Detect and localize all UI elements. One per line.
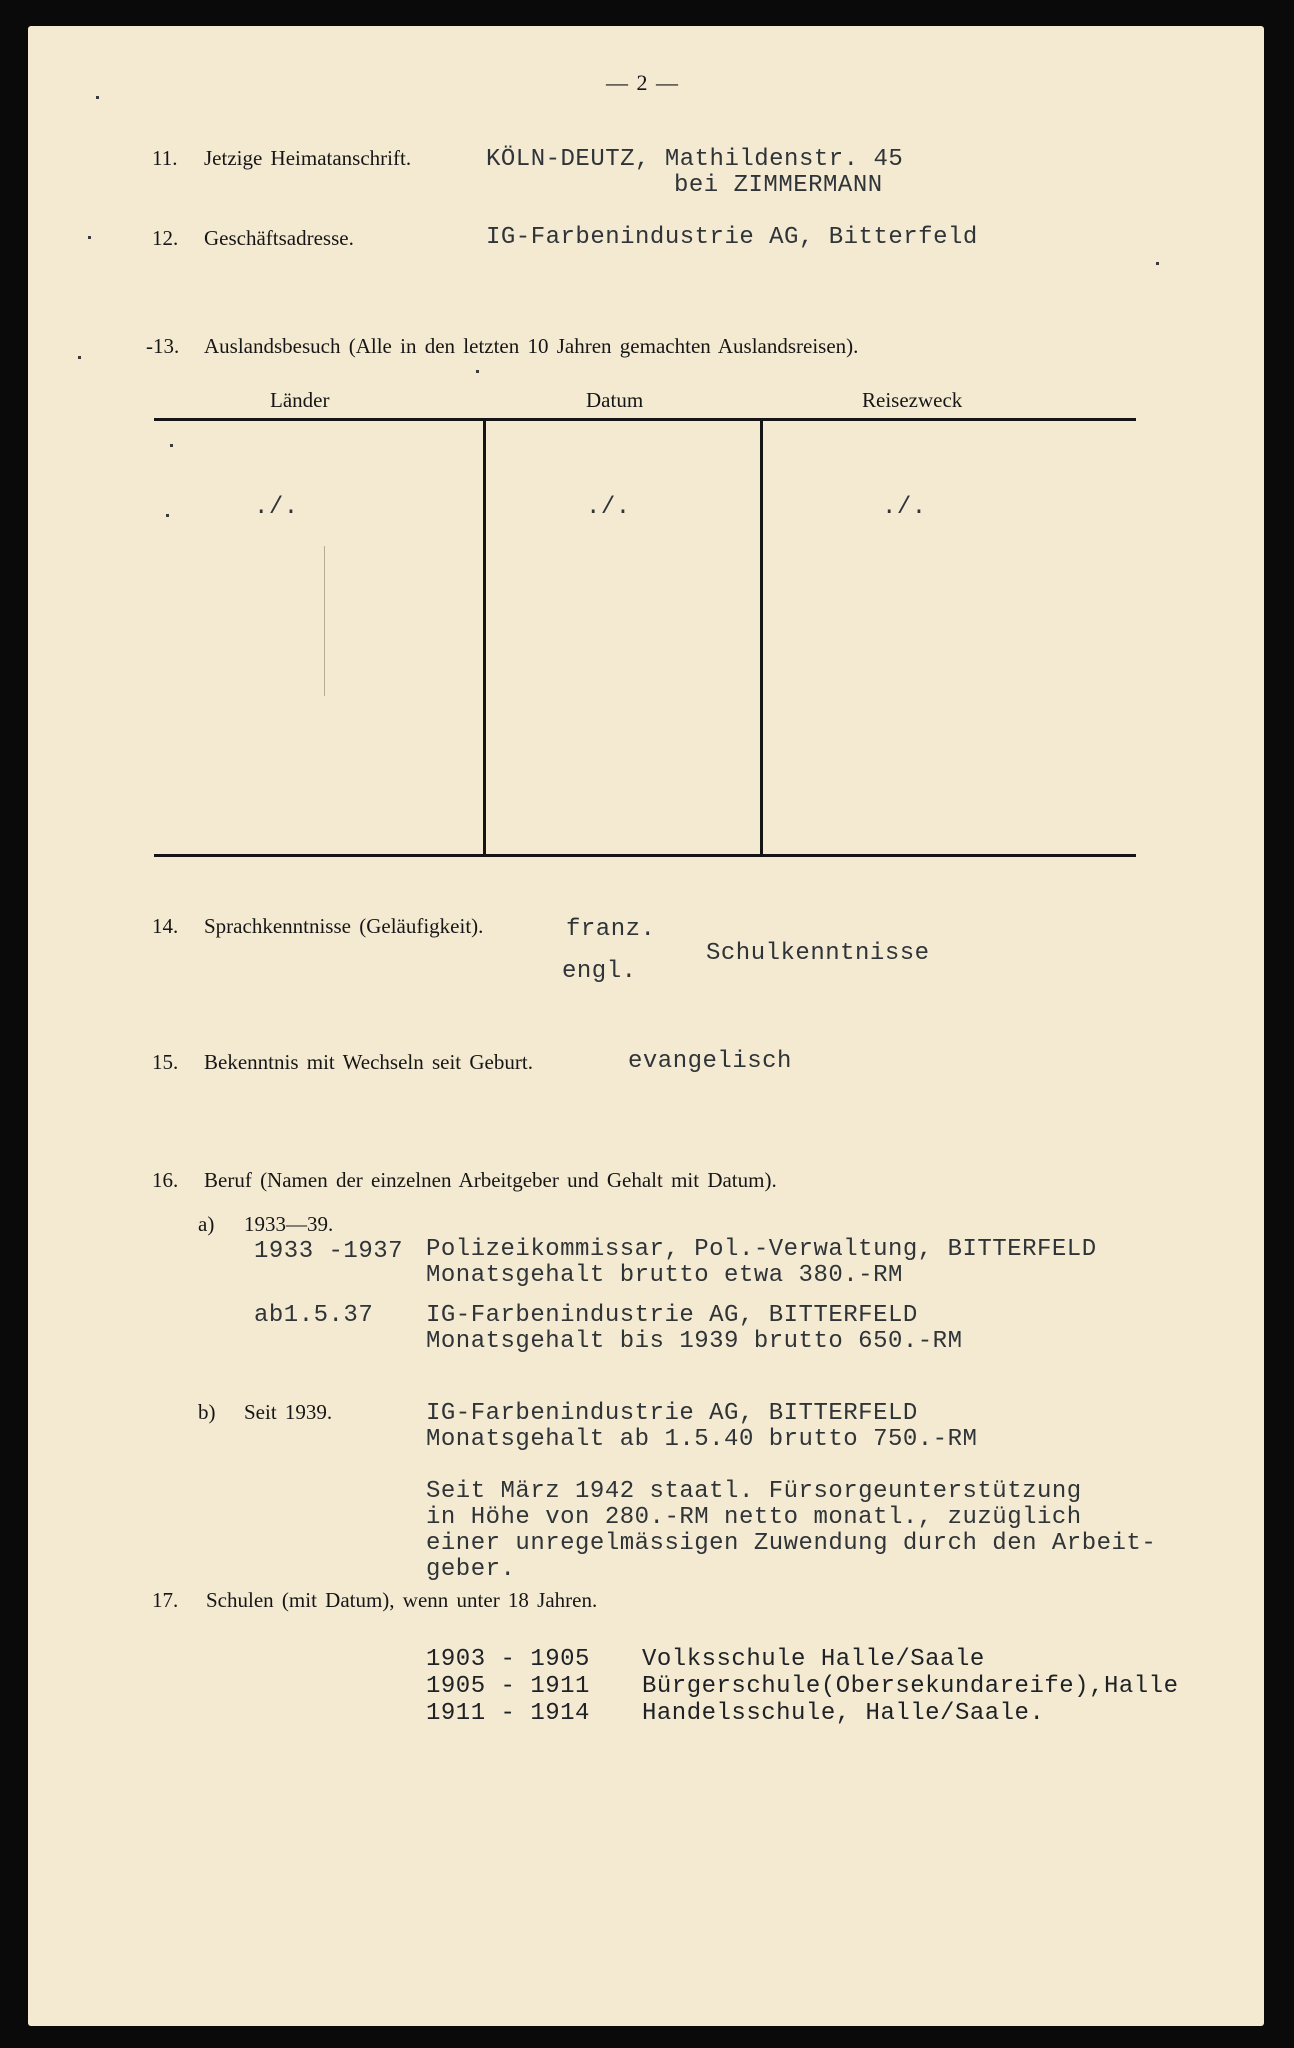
- welfare-note-line: geber.: [426, 1556, 516, 1583]
- section-a-label: a): [198, 1212, 215, 1236]
- column-header-reisezweck: Reisezweck: [862, 388, 963, 412]
- school-years: 1905 - 1911: [426, 1673, 590, 1700]
- paper-speck: [78, 356, 81, 359]
- welfare-note-line: in Höhe von 280.-RM netto monatl., zuzüglich: [426, 1504, 1082, 1531]
- paper-speck: [1156, 262, 1159, 265]
- item16-label: Beruf (Namen der einzelnen Arbeitgeber und Gehalt mit Datum).: [204, 1168, 777, 1192]
- language-english: engl.: [562, 958, 637, 985]
- item11-number: 11.: [152, 146, 178, 170]
- faint-pencil-line: [324, 546, 325, 696]
- table-top-rule: [154, 418, 1136, 421]
- item17-label: Schulen (mit Datum), wenn unter 18 Jahren.: [206, 1588, 598, 1612]
- employment-salary: Monatsgehalt bis 1939 brutto 650.-RM: [426, 1328, 963, 1355]
- paper-speck: [96, 96, 99, 99]
- item11-care-of: bei ZIMMERMANN: [674, 172, 883, 199]
- cell-laender: ./.: [254, 494, 299, 521]
- item13-label: Auslandsbesuch (Alle in den letzten 10 Jahren gemachten Auslandsreisen).: [204, 334, 859, 358]
- table-column-divider: [760, 420, 763, 854]
- welfare-note-line: Seit März 1942 staatl. Fürsorgeunterstützung: [426, 1478, 1082, 1505]
- school-name: Handelsschule, Halle/Saale.: [642, 1700, 1045, 1727]
- school-years: 1903 - 1905: [426, 1646, 590, 1673]
- employment-employer: IG-Farbenindustrie AG, BITTERFELD: [426, 1302, 918, 1329]
- item13-number: -13.: [146, 334, 180, 358]
- school-years: 1911 - 1914: [426, 1700, 590, 1727]
- employment-salary: Monatsgehalt ab 1.5.40 brutto 750.-RM: [426, 1426, 978, 1453]
- section-b-label: b): [198, 1400, 216, 1424]
- employment-date: 1933 -1937: [254, 1238, 404, 1265]
- language-level: Schulkenntnisse: [706, 940, 930, 967]
- cell-datum: ./.: [586, 494, 631, 521]
- document-page: [28, 26, 1264, 2026]
- column-header-laender: Länder: [270, 388, 330, 412]
- language-french: franz.: [566, 916, 656, 943]
- employment-date: ab1.5.37: [254, 1302, 374, 1329]
- item16-number: 16.: [152, 1168, 179, 1192]
- item11-address: KÖLN-DEUTZ, Mathildenstr. 45: [486, 146, 904, 173]
- column-header-datum: Datum: [586, 388, 644, 412]
- item12-label: Geschäftsadresse.: [204, 226, 354, 250]
- paper-speck: [476, 370, 479, 373]
- table-bottom-rule: [154, 854, 1136, 857]
- item15-label: Bekenntnis mit Wechseln seit Geburt.: [204, 1050, 533, 1074]
- item15-number: 15.: [152, 1050, 179, 1074]
- school-name: Bürgerschule(Obersekundareife),Halle: [642, 1673, 1179, 1700]
- school-name: Volksschule Halle/Saale: [642, 1646, 985, 1673]
- section-b-period: Seit 1939.: [244, 1400, 333, 1424]
- paper-speck: [166, 514, 169, 517]
- religion-value: evangelisch: [628, 1048, 792, 1075]
- item17-number: 17.: [152, 1588, 179, 1612]
- employment-employer: IG-Farbenindustrie AG, BITTERFELD: [426, 1400, 918, 1427]
- employment-salary: Monatsgehalt brutto etwa 380.-RM: [426, 1262, 903, 1289]
- table-column-divider: [483, 420, 486, 854]
- item11-label: Jetzige Heimatanschrift.: [204, 146, 412, 170]
- paper-speck: [170, 444, 173, 447]
- item14-number: 14.: [152, 914, 179, 938]
- item12-number: 12.: [152, 226, 179, 250]
- section-a-period: 1933—39.: [244, 1212, 334, 1236]
- page-number: — 2 —: [606, 70, 678, 95]
- item14-label: Sprachkenntnisse (Geläufigkeit).: [204, 914, 484, 938]
- employment-employer: Polizeikommissar, Pol.-Verwaltung, BITTERFELD: [426, 1236, 1097, 1263]
- item12-value: IG-Farbenindustrie AG, Bitterfeld: [486, 224, 978, 251]
- paper-speck: [88, 236, 91, 239]
- cell-reisezweck: ./.: [882, 494, 927, 521]
- welfare-note-line: einer unregelmässigen Zuwendung durch den Arbeit-: [426, 1530, 1157, 1557]
